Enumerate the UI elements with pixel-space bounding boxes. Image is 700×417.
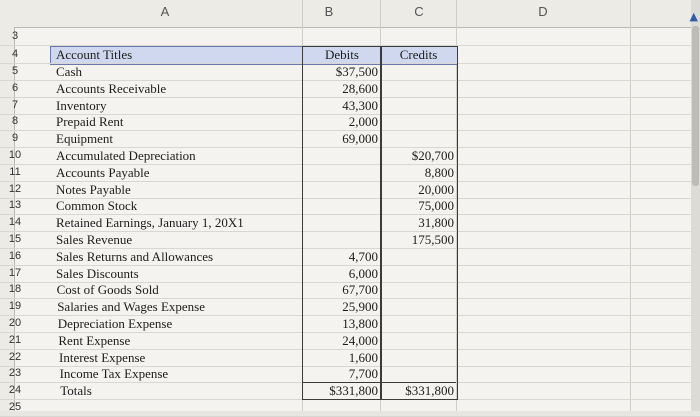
- row-number[interactable]: 10: [8, 149, 22, 161]
- debit-cell[interactable]: $331,800: [329, 383, 378, 399]
- row-number[interactable]: 7: [11, 98, 19, 111]
- row-number[interactable]: 17: [8, 266, 22, 279]
- account-titles-header[interactable]: Account Titles: [56, 47, 133, 62]
- vertical-scrollbar[interactable]: [691, 0, 700, 411]
- credit-cell[interactable]: $331,800: [405, 383, 454, 399]
- table-row: [0, 197, 700, 215]
- cursor-indicator-icon: ▲: [689, 10, 698, 23]
- table-row: [0, 113, 700, 131]
- account-title-cell[interactable]: Notes Payable: [56, 181, 131, 197]
- row-number[interactable]: 5: [11, 65, 19, 77]
- account-title-cell[interactable]: Salaries and Wages Expense: [57, 299, 205, 315]
- table-row: [0, 63, 700, 81]
- row-number[interactable]: 9: [11, 132, 19, 145]
- row-number[interactable]: 14: [8, 216, 22, 229]
- account-title-cell[interactable]: Sales Discounts: [56, 265, 139, 281]
- row-number[interactable]: 12: [8, 182, 22, 195]
- debit-cell[interactable]: 13,800: [342, 316, 378, 331]
- account-title-cell[interactable]: Accumulated Depreciation: [56, 148, 196, 163]
- table-row: [0, 365, 700, 383]
- account-title-cell[interactable]: Accounts Receivable: [56, 80, 167, 96]
- credit-cell[interactable]: $20,700: [411, 148, 454, 163]
- debit-cell[interactable]: 2,000: [348, 114, 378, 130]
- debit-cell[interactable]: 43,300: [342, 97, 378, 113]
- sheet-row: [0, 399, 700, 417]
- row-number[interactable]: 22: [8, 350, 22, 363]
- column-header-c[interactable]: C: [414, 4, 424, 19]
- row-number[interactable]: 13: [8, 199, 22, 212]
- table-row: [0, 181, 700, 199]
- debits-header[interactable]: Debits: [325, 47, 359, 62]
- row-number[interactable]: 20: [8, 317, 22, 329]
- column-header-bar: [0, 0, 700, 28]
- row-number[interactable]: 4: [11, 48, 19, 60]
- account-title-cell[interactable]: Common Stock: [56, 198, 138, 214]
- account-title-cell[interactable]: Depreciation Expense: [57, 316, 173, 331]
- debit-cell[interactable]: 4,700: [348, 248, 378, 264]
- row-number[interactable]: 24: [8, 384, 22, 397]
- table-row: [0, 80, 700, 98]
- column-header-b[interactable]: B: [324, 4, 334, 19]
- debit-cell[interactable]: 1,600: [348, 349, 378, 365]
- account-title-cell[interactable]: Cost of Goods Sold: [56, 282, 159, 298]
- table-row: [0, 382, 700, 400]
- account-title-cell[interactable]: Accounts Payable: [56, 164, 150, 180]
- credit-cell[interactable]: 75,000: [418, 198, 454, 214]
- column-header-a[interactable]: A: [160, 4, 170, 19]
- account-title-cell[interactable]: Income Tax Expense: [59, 366, 169, 382]
- credit-cell[interactable]: 175,500: [411, 232, 454, 247]
- credit-cell[interactable]: 31,800: [418, 215, 454, 231]
- table-row: [0, 248, 700, 266]
- credit-cell[interactable]: 20,000: [418, 181, 454, 197]
- credits-header[interactable]: Credits: [399, 47, 438, 62]
- account-title-cell[interactable]: Retained Earnings, January 1, 20X1: [56, 215, 244, 231]
- account-title-cell[interactable]: Totals: [60, 383, 92, 399]
- table-row: [0, 265, 700, 283]
- column-header-d[interactable]: D: [538, 4, 548, 19]
- account-title-cell[interactable]: Sales Revenue: [56, 232, 133, 247]
- row-number[interactable]: 16: [8, 249, 22, 262]
- debit-cell[interactable]: 28,600: [342, 80, 378, 96]
- row-number[interactable]: 6: [11, 81, 19, 94]
- account-title-cell[interactable]: Inventory: [56, 97, 107, 113]
- table-row: [0, 298, 700, 316]
- row-number[interactable]: 18: [8, 283, 22, 296]
- row-number[interactable]: 25: [8, 401, 22, 413]
- table-row: [0, 315, 700, 333]
- debit-cell[interactable]: 67,700: [342, 282, 378, 298]
- debit-cell[interactable]: 25,900: [342, 299, 378, 315]
- row-number[interactable]: 23: [8, 367, 22, 380]
- row-number[interactable]: 3: [11, 30, 19, 42]
- table-row: [0, 147, 700, 165]
- table-row: [0, 130, 700, 148]
- account-title-cell[interactable]: Equipment: [56, 131, 114, 147]
- row-number[interactable]: 21: [8, 333, 22, 346]
- account-title-cell[interactable]: Prepaid Rent: [56, 114, 124, 130]
- row-number[interactable]: 15: [8, 233, 22, 245]
- debit-cell[interactable]: 6,000: [348, 265, 378, 281]
- sheet-row: [0, 28, 700, 46]
- table-row: [0, 349, 700, 367]
- table-row: [0, 332, 700, 350]
- table-row: [0, 97, 700, 115]
- totals-rule: [302, 382, 456, 383]
- table-row: [0, 164, 700, 182]
- account-title-cell[interactable]: Interest Expense: [59, 349, 146, 365]
- account-title-cell[interactable]: Sales Returns and Allowances: [56, 248, 214, 264]
- table-row: [0, 231, 700, 249]
- row-number[interactable]: 19: [8, 300, 22, 313]
- debit-cell[interactable]: 7,700: [348, 366, 378, 382]
- table-header-row: [0, 46, 700, 64]
- scrollbar-thumb[interactable]: [692, 26, 699, 186]
- account-title-cell[interactable]: Rent Expense: [58, 332, 131, 348]
- debit-cell[interactable]: 24,000: [342, 332, 378, 348]
- row-number[interactable]: 8: [11, 115, 19, 128]
- credit-cell[interactable]: 8,800: [424, 164, 454, 180]
- debit-cell[interactable]: $37,500: [335, 64, 378, 79]
- table-row: [0, 281, 700, 299]
- table-row: [0, 214, 700, 232]
- debit-cell[interactable]: 69,000: [342, 131, 378, 147]
- account-title-cell[interactable]: Cash: [56, 64, 82, 79]
- row-number[interactable]: 11: [9, 165, 21, 178]
